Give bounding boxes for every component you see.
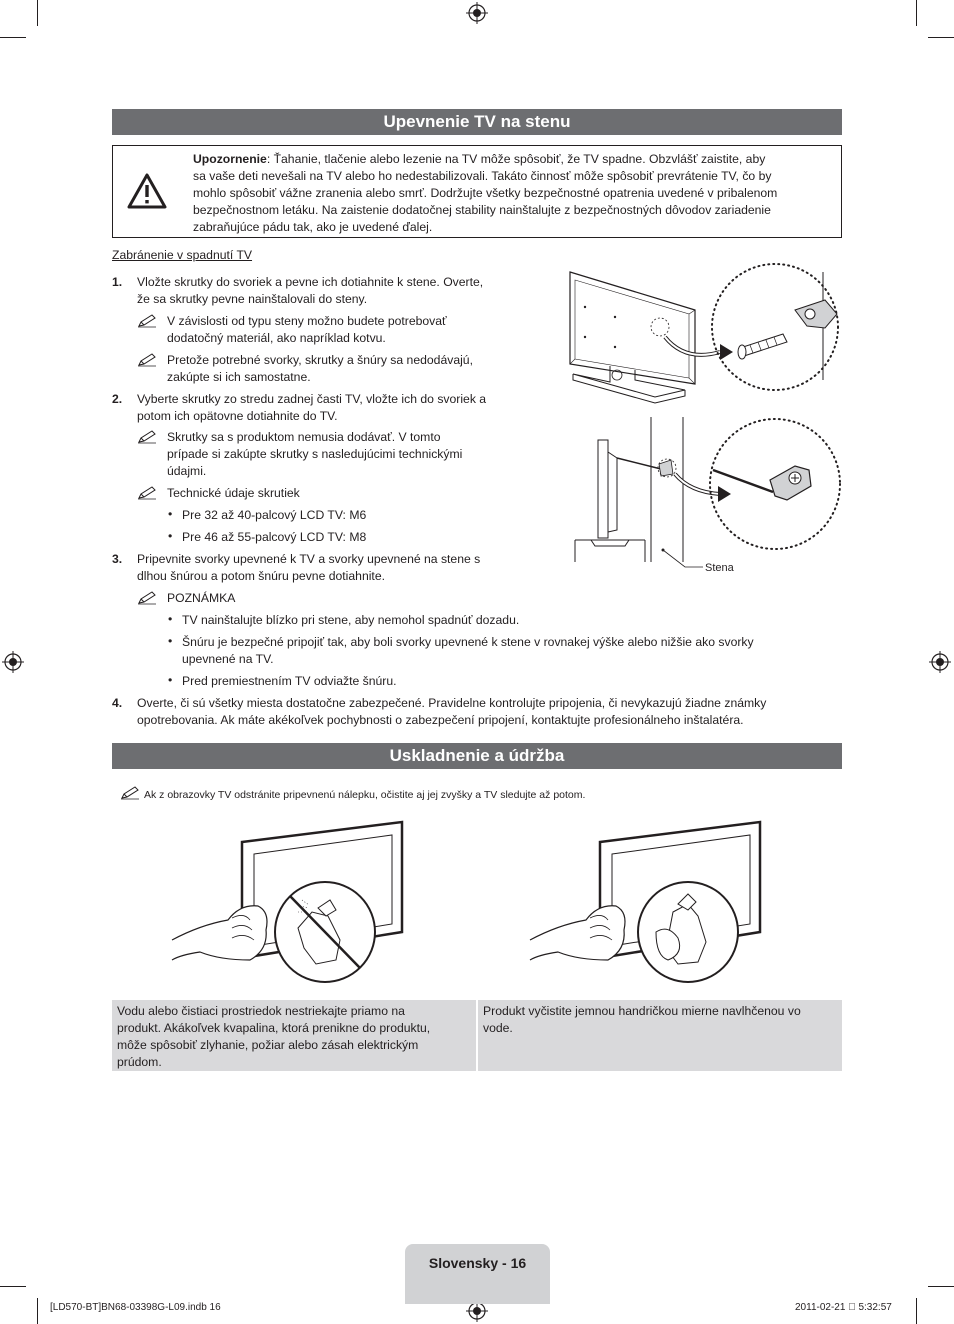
note-pencil-icon (137, 591, 157, 605)
registration-mark-icon (466, 2, 488, 24)
section-title-wall-mount: Upevnenie TV na stenu (112, 109, 842, 135)
crop-mark (37, 1298, 38, 1324)
subheading-fall-prevention: Zabránenie v spadnutí TV (112, 248, 253, 262)
print-slug-left: [LD570-BT]BN68-03398G-L09.indb 16 (50, 1302, 221, 1313)
warning-text: Upozornenie: Ťahanie, tlačenie alebo lezenie na TV môže spôsobiť, že TV spadne. Obzvlášť zaistite, aby sa vaše deti nevešali na TV alebo ho nedestabilizovali. Takáto činnosť môže spôsobiť prevrátenie TV, čo by mohlo spôsobiť vážne zranenia alebo smrť. Dodržujte všetky bezpečnostné opatrenia uvedené v pribalenom bezpečnostnom letáku. Na zaistenie dodatočnej stability nainštalujte z bezpečnostných dôvodov zariadenie zabraňujúce pádu tak, ako je uvedené ďalej. (193, 152, 778, 234)
crop-mark (928, 1286, 954, 1287)
note-pencil-icon (120, 786, 140, 800)
step-number: 4. (112, 696, 123, 710)
registration-mark-icon (2, 651, 24, 673)
crop-mark (928, 37, 954, 38)
note-pencil-icon (137, 353, 157, 367)
bullet: • (168, 529, 173, 543)
note-text: Skrutky sa s produktom nemusia dodávať. V tomto prípade si zakúpte skrutky s nasledujúcimi technickými údajmi. (167, 430, 463, 478)
step2-text: Vyberte skrutky zo stredu zadnej časti TV, vložte ich do svoriek a potom ich opätovne dotiahnite do TV. (137, 392, 487, 423)
note-item: Šnúru je bezpečné pripojiť tak, aby boli svorky upevnené k stene v rovnakej výške alebo nižšie ako svorky upevnené na TV. (182, 635, 754, 666)
wall-label: Stena (705, 562, 734, 574)
step-number: 2. (112, 392, 123, 406)
warning-label: Upozornenie (193, 152, 267, 166)
print-slug-right: 2011-02-21   5:32:57 (795, 1302, 892, 1313)
step3-text: Pripevnite svorky upevnené k TV a svorky upevnené na stene s dlhou šnúrou a potom šnúru pevne dotiahnite. (137, 552, 481, 583)
note-text: Technické údaje skrutiek (167, 486, 300, 500)
cleaning-wrong-illustration (170, 820, 410, 990)
page-number-tab: Slovensky - 16 (405, 1244, 550, 1304)
crop-mark (0, 37, 26, 38)
step1-text: Vložte skrutky do svoriek a pevne ich dotiahnite k stene. Overte, že sa skrutky pevne nainštalovali do steny. (137, 275, 484, 306)
warning-box (112, 145, 842, 238)
cleaning-warning-cell: Vodu alebo čistiaci prostriedok nestriekajte priamo na produkt. Akákoľvek kvapalina, ktorá prenikne do produktu, môže spôsobiť zlyhanie, požiar alebo zásah elektrickým prúdom. (112, 1000, 476, 1071)
sticker-note: Ak z obrazovky TV odstránite pripevnenú nálepku, očistite aj jej zvyšky a TV sledujte až potom. (144, 789, 586, 801)
note-text: V závislosti od typu steny možno budete potrebovať dodatočný materiál, ako napríklad kotvu. (167, 314, 447, 345)
cleaning-instruction-cell: Produkt vyčistite jemnou handričkou mierne navlhčenou vo vode. (478, 1000, 842, 1071)
cleaning-correct-illustration (528, 820, 768, 990)
bullet: • (168, 634, 173, 648)
registration-mark-icon (929, 651, 951, 673)
note-heading: POZNÁMKA (167, 591, 236, 605)
spec-item: Pre 32 až 40-palcový LCD TV: M6 (182, 508, 367, 522)
bullet: • (168, 673, 173, 687)
note-pencil-icon (137, 314, 157, 328)
crop-mark (916, 0, 917, 26)
step-number: 1. (112, 275, 123, 289)
note-pencil-icon (137, 486, 157, 500)
crop-mark (0, 1286, 26, 1287)
step-number: 3. (112, 552, 123, 566)
warning-triangle-icon (127, 173, 167, 209)
step4-text: Overte, či sú všetky miesta dostatočne zabezpečené. Pravidelne kontrolujte pripojenia, či nevykazujú žiadne známky opotrebovania. Ak máte akékoľvek pochybnosti o zabezpečení pripojení, kontaktujte profesionálneho inštalatéra. (137, 696, 767, 727)
wall-mount-illustration (555, 262, 845, 582)
crop-mark (916, 1298, 917, 1324)
note-text: Pretože potrebné svorky, skrutky a šnúry sa nedodávajú, zakúpte si ich samostatne. (167, 353, 473, 384)
bullet: • (168, 612, 173, 626)
bullet: • (168, 507, 173, 521)
note-item: Pred premiestnením TV odviažte šnúru. (182, 674, 397, 688)
note-item: TV nainštalujte blízko pri stene, aby nemohol spadnúť dozadu. (182, 613, 520, 627)
spec-item: Pre 46 až 55-palcový LCD TV: M8 (182, 530, 367, 544)
section-title-storage-maintenance: Uskladnenie a údržba (112, 743, 842, 769)
note-pencil-icon (137, 430, 157, 444)
crop-mark (37, 0, 38, 26)
